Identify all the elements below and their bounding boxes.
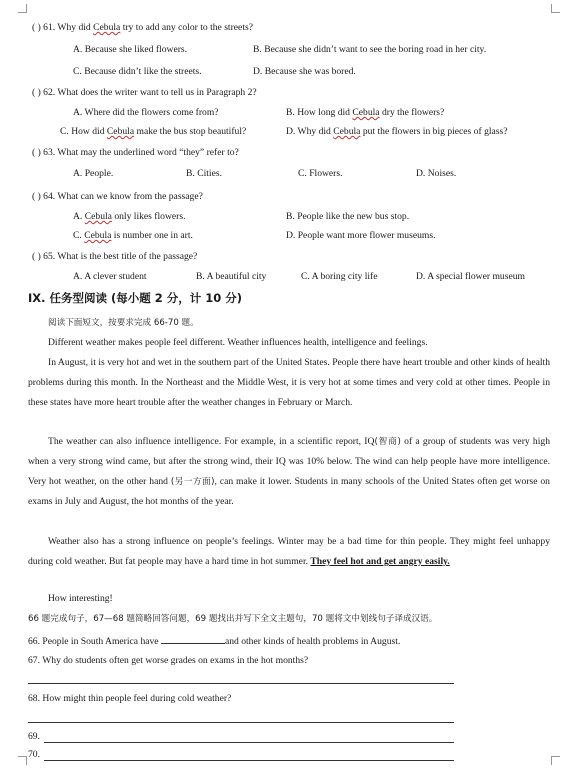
corner-mark xyxy=(551,4,560,13)
answer-line-70[interactable] xyxy=(44,760,454,761)
q63-option-b: B. Cities. xyxy=(186,168,222,179)
question-64-stem: ( ) 64. What can we know from the passage? xyxy=(32,191,203,202)
underlined-sentence: They feel hot and get angry easily. xyxy=(310,556,450,567)
q61-option-b: B. Because she didn’t want to see the boring road in her city. xyxy=(253,44,487,55)
q63-option-a: A. People. xyxy=(73,168,114,179)
cn-gloss: (智商) xyxy=(374,437,401,447)
answer-line-68[interactable] xyxy=(28,722,454,723)
q63-option-c: C. Flowers. xyxy=(298,168,343,179)
passage-paragraph-2: In August, it is very hot and wet in the southern part of the United States. People there have heart trouble and other kinds of health problems during this month. In the Northeast and the Middle West, it is very hot at some times and very cold at other times. People in these states have more heart trouble after the weather changes in February or March. xyxy=(28,357,550,408)
q62-option-c: C. How did Cebula make the bus stop beautiful? xyxy=(60,126,247,137)
corner-mark xyxy=(18,756,27,765)
q64-option-a: A. Cebula only likes flowers. xyxy=(73,211,186,222)
question-62-stem: ( ) 62. What does the writer want to tell us in Paragraph 2? xyxy=(32,87,257,98)
question-67: 67. Why do students often get worse grades on exams in the hot months? xyxy=(28,655,309,666)
corner-mark xyxy=(551,756,560,765)
q64-option-c: C. Cebula is number one in art. xyxy=(73,230,193,241)
section-title: IX. 任务型阅读 (每小题 2 分，计 10 分) xyxy=(28,291,243,305)
answer-blank-66[interactable] xyxy=(161,634,225,644)
question-63-stem: ( ) 63. What may the underlined word “they” refer to? xyxy=(32,147,239,158)
q65-option-b: B. A beautiful city xyxy=(196,271,267,282)
question-66: 66. People in South America have and other kinds of health problems in August. xyxy=(28,636,401,647)
q62-option-b: B. How long did Cebula dry the flowers? xyxy=(286,107,445,118)
q62-option-d: D. Why did Cebula put the flowers in big pieces of glass? xyxy=(286,126,508,137)
answer-line-67[interactable] xyxy=(28,683,454,684)
answer-line-69[interactable] xyxy=(44,742,454,743)
question-69-label: 69. xyxy=(28,731,40,742)
passage-paragraph-1: Different weather makes people feel different. Weather influences health, intelligence and feelings. xyxy=(48,337,428,348)
q61-option-d: D. Because she was bored. xyxy=(253,66,356,77)
passage-paragraph-5: How interesting! xyxy=(48,593,113,604)
q63-option-d: D. Noises. xyxy=(416,168,457,179)
q64-option-d: D. People want more flower museums. xyxy=(286,230,436,241)
corner-mark xyxy=(18,4,27,13)
question-61-stem: ( ) 61. Why did Cebula try to add any color to the streets? xyxy=(32,22,253,33)
passage-paragraph-4: Weather also has a strong influence on people’s feelings. Winter may be a bad time for thin people. They might feel unhappy during cold weather. But fat people may have a hard time in hot summer. They feel hot and get angry easily. xyxy=(28,536,550,567)
question-68: 68. How might thin people feel during cold weather? xyxy=(28,693,232,704)
question-65-stem: ( ) 65. What is the best title of the passage? xyxy=(32,251,198,262)
q61-option-a: A. Because she liked flowers. xyxy=(73,44,188,55)
q65-option-d: D. A special flower museum xyxy=(416,271,525,282)
q64-option-b: B. People like the new bus stop. xyxy=(286,211,410,222)
q62-option-a: A. Where did the flowers come from? xyxy=(73,107,219,118)
q61-option-c: C. Because didn’t like the streets. xyxy=(73,66,202,77)
cn-gloss: (另一方面) xyxy=(170,477,215,487)
task-instruction: 66 题完成句子，67—68 题简略回答问题，69 题找出并写下全文主题句，70 题将文中划线句子译成汉语。 xyxy=(28,614,438,624)
q65-option-a: A. A clever student xyxy=(73,271,147,282)
q65-option-c: C. A boring city life xyxy=(301,271,378,282)
passage-paragraph-3: The weather can also influence intelligence. For example, in a scientific report, IQ(智商) of a group of students was very high when a very strong wind came, but after the strong wind, their IQ was 10% below. The wind can help people have more intelligence. Very hot weather, on the other hand (另一方面), can make it lower. Students in many schools of the United States often get worse on exams in July and August, the hot months of the year. xyxy=(28,436,550,507)
question-70-label: 70. xyxy=(28,749,40,760)
section-instruction: 阅读下面短文，按要求完成 66-70 题。 xyxy=(48,318,199,328)
